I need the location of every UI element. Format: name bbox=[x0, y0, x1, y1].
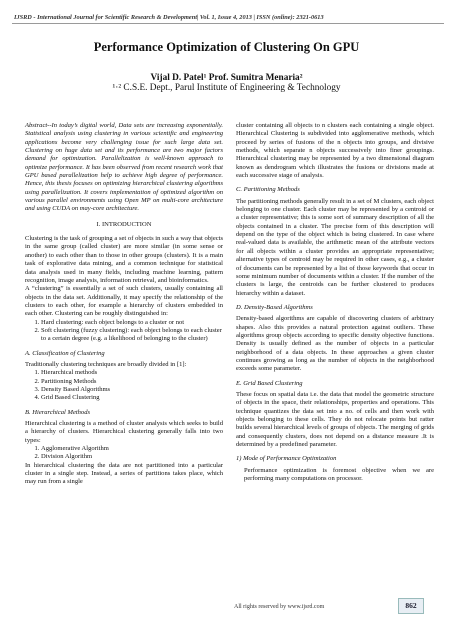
paper-authors: Vijal D. Patel¹ Prof. Sumitra Menaria² bbox=[150, 73, 303, 83]
subsection-b-text-2: In hierarchical clustering the data are not partitioned into a particular cluster in a single step. Instead, a series of partitions takes place, which may run from a single bbox=[25, 461, 223, 486]
paper-title: Performance Optimization of Clustering On GPU bbox=[93, 40, 360, 54]
header-rule bbox=[12, 23, 444, 24]
subsection-heading-c: C. Partitioning Methods bbox=[236, 186, 300, 194]
subsection-heading-b: B. Hierarchical Methods bbox=[25, 408, 91, 416]
section-heading-introduction: I. INTRODUCTION bbox=[96, 220, 152, 228]
mode-text: Performance optimization is foremost objective when we are performing many computations on processor. bbox=[244, 466, 434, 483]
list-item: 1. Hard clustering: each object belongs to a cluster or not bbox=[41, 319, 223, 327]
footer-rights: All rights reserved by www.ijsrd.com bbox=[234, 604, 325, 610]
subsection-heading-a: A. Classification of Clustering bbox=[25, 349, 105, 357]
list-item: 2. Division Algorithm bbox=[41, 453, 223, 461]
subsection-b-text: Hierarchical clustering is a method of cluster analysis which seeks to build a hierarchy of clusters. Hierarchical clustering generally falls into two types: bbox=[25, 420, 223, 444]
subsection-heading-d: D. Density-Based Algorithms bbox=[236, 303, 313, 311]
list-item: 4. Grid Based Clustering bbox=[41, 394, 223, 402]
list-item: 2. Soft clustering (fuzzy clustering): each object belongs to each cluster to a certain degree (e.g. a likelihood of belonging to the cluster) bbox=[41, 327, 223, 344]
list-item: 2. Partitioning Methods bbox=[41, 378, 223, 386]
subsection-c-text: The partitioning methods generally result in a set of M clusters, each object belonging to one cluster. Each cluster may be represented by a centroid or a cluster representative; this is some sort of summary description of all the objects contained in a cluster. The precise form of this description will depend on the type of the object which is being clustered. In case where real-valued data is available, the arithmetic mean of the attribute vectors for all objects within a cluster provides an appropriate representative; alternative types of centroid may be required in other cases, e.g., a cluster of documents can be represented by a list of those keywords that occur in some minimum number of documents within a cluster. If the number of the clusters is large, the centroids can be further clustered to produces hierarchy within a dataset. bbox=[236, 197, 434, 297]
hierarchical-types-list bbox=[25, 445, 223, 462]
subsection-a-text: Traditionally clustering techniques are broadly divided in [1]: bbox=[25, 360, 187, 368]
list-item: 1. Hierarchical methods bbox=[41, 369, 223, 377]
subsection-e-text: These focus on spatial data i.e. the data that model the geometric structure of objects in the space, their relationships, properties and operations. This technique quantizes the data set into a no. of cells and then work with objects belonging to these cells. They do not relocate points but ratter builds several hierarchical levels of groups of objects. The merging of grids and consequently clusters, does not depend on a distance measure .It is determined by a predefined parameter. bbox=[236, 390, 434, 449]
journal-header: IJSRD - International Journal for Scientific Research & Development| Vol. 1, Issue 4, 2013 | ISSN (online): 2321-0613 bbox=[14, 14, 324, 21]
intro-paragraph-1: Clustering is the task of grouping a set of objects in such a way that objects in the same group (called cluster) are more similar (in some sense or another) to each other than to those in other groups (clusters). It is a main task of explorative data mining, and a common technique for statistical data analysis used in many fields, including machine learning, pattern recognition, image analysis, information retrieval, and bioinformatics. bbox=[25, 235, 223, 284]
list-item: 3. Density Based Algorithms bbox=[41, 386, 223, 394]
continued-paragraph: cluster containing all objects to n clusters each containing a single object. Hierarchical Clustering is subdivided into agglomerative methods, which proceed by series of fusions of the n objects into groups, and divisive methods, which separate n objects successively into finer groupings. Hierarchical clustering may be represented by a two dimensional diagram known as dendrogram which illustrates the fusions or divisions made at each successive stage of analysis. bbox=[236, 122, 434, 180]
subsubsection-heading-mode: 1) Mode of Performance Optimization bbox=[236, 455, 337, 463]
paper-affiliation: ¹·² C.S.E. Dept., Parul Institute of Engineering & Technology bbox=[112, 83, 341, 93]
subsection-d-text: Density-based algorithms are capable of discovering clusters of arbitrary shapes. Also this provides a natural protection against outliers. These algorithms group objects according to specific density objective functions. Density is usually defined as the number of objects in a particular neighborhood of a data objects. In these approaches a given cluster continues growing as long as the number of objects in the neighborhood exceeds some parameter. bbox=[236, 315, 434, 373]
right-column bbox=[236, 122, 434, 483]
subsection-heading-e: E. Grid Based Clustering bbox=[236, 379, 303, 387]
clustering-methods-list bbox=[25, 369, 223, 402]
page-number: 862 bbox=[398, 598, 424, 614]
list-item: 1. Agglomerative Algorithm bbox=[41, 445, 223, 453]
abstract: Abstract--In today’s digital world, Data sets are increasing exponentially. Statistical analysis using clustering in various scientific and engineering applications become very challenging issue for such large data set. Clustering on huge data set and its performance are two major factors demand for optimization. Parallelization is well-known approach to optimize performance. It has been observed from recent research work that GPU based parallelization help to achieve high degree of performance. Hence, this thesis focuses on optimizing hierarchical clustering algorithms using parallelization. It covers implementation of optimized algorithm on various parallel environments using Open MP on multi-core architecture and using CUDA on may-core architecture. bbox=[25, 122, 223, 213]
clustering-types-list bbox=[25, 319, 223, 344]
intro-paragraph-2: A “clustering” is essentially a set of such clusters, usually containing all objects in the data set. Additionally, it may specify the relationship of the clusters to each other, for example a hierarchy of clusters embedded in each other. Clustering can be roughly distinguished in: bbox=[25, 285, 223, 318]
left-column bbox=[25, 122, 223, 487]
